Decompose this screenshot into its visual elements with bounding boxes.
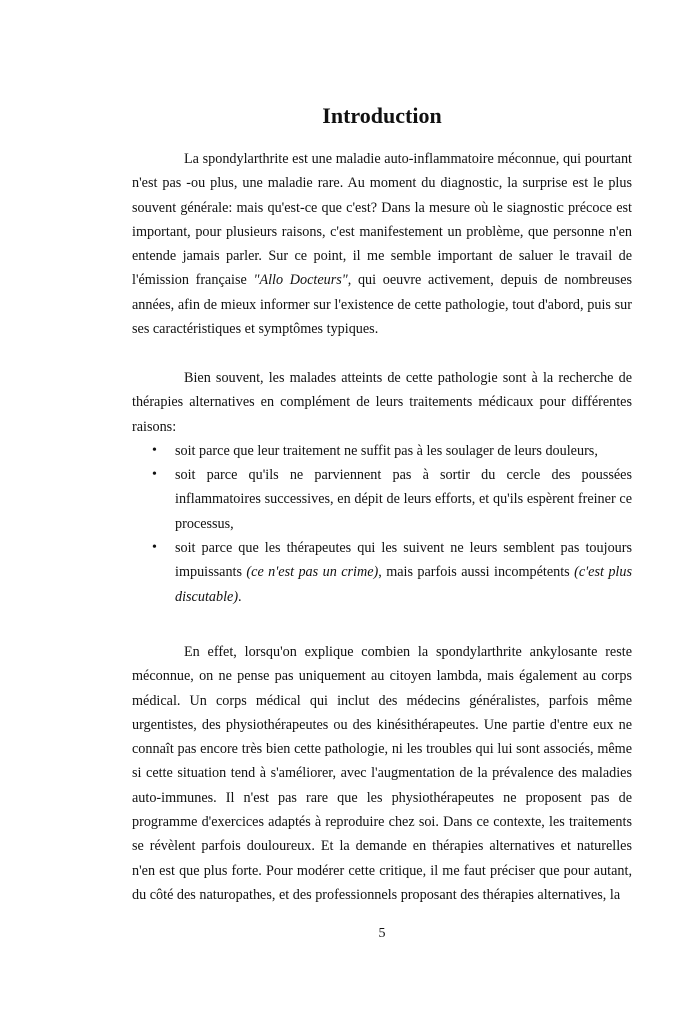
- list-item-emphasis-a: (ce n'est pas un crime): [246, 564, 379, 581]
- list-item: [132, 463, 632, 536]
- paragraph-2-intro: Bien souvent, les malades atteints de cette pathologie sont à la recherche de thérapies alternatives en complément de leurs traitements médicaux pour différentes raisons:: [132, 370, 632, 435]
- page-number: 5: [378, 926, 386, 941]
- paragraph-2: [132, 366, 632, 609]
- list-item: [132, 536, 632, 609]
- list-item-text: soit parce qu'ils ne parviennent pas à sortir du cercle des poussées inflammatoires successives, en dépit de leurs efforts, et qu'ils espèrent freiner ce processus,: [175, 467, 632, 532]
- list-item-text: soit parce que leur traitement ne suffit pas à les soulager de leurs douleurs,: [175, 442, 598, 459]
- paragraph-1-emphasis: "Allo Docteurs": [253, 272, 348, 289]
- bullet-icon: •: [152, 442, 157, 458]
- paragraph-3: [132, 640, 632, 907]
- paragraph-3-text: En effet, lorsqu'on explique combien la spondylarthrite ankylosante reste méconnue, on ne pense pas uniquement au citoyen lambda, mais également au corps médical. Un corps médical qui inclut des médecins généralistes, parfois même urgentistes, des physiothérapeutes ou des kinésithérapeutes. Une partie d'entre eux ne connaît pas encore très bien cette pathologie, ni les troubles qui lui sont associés, même si cette situation tend à s'améliorer, avec l'augmentation de la prévalence des maladies auto-immunes. Il n'est pas rare que les physiothérapeutes ne proposent pas de programme d'exercices adaptés à reproduire chez soi. Dans ce contexte, les traitements se révèlent parfois douloureux. Et la demande en thérapies alternatives et naturelles n'en est que plus forte. Pour modérer cette critique, il me faut préciser que pour autant, du côté des naturopathes, et des professionnels proposant des thérapies alternatives, la: [132, 644, 632, 903]
- list-item-text-a: soit parce que les thérapeutes qui les suivent ne leurs semblent pas toujours impuissants: [175, 540, 632, 581]
- paragraph-1-text-b: , qui oeuvre activement, depuis de nombreuses années, afin de mieux informer sur l'existence de cette pathologie, tout d'abord, puis sur ses caractéristiques et symptômes typiques.: [132, 272, 633, 338]
- paragraph-1-text: [132, 147, 632, 341]
- paragraph-1-text-a: La spondylarthrite est une maladie auto-inflammatoire méconnue, qui pourtant n'est pas -ou plus, une maladie rare. Au moment du diagnostic, la surprise est le plus souvent générale: mais qu'est-ce que c'est? Dans la mesure où le siagnostic précoce est important, pour plusieurs raisons, c'est manifestement un problème, que personne n'en entende jamais parler. Sur ce point, il me semble important de saluer le travail de l'émission française: [132, 151, 632, 289]
- paragraph-1: [132, 147, 632, 341]
- list-item-emphasis-b: (c'est plus discutable): [175, 564, 632, 605]
- list-item-text-c: .: [238, 588, 242, 605]
- page-title: Introduction: [322, 102, 442, 128]
- list-item: [132, 439, 632, 463]
- bullet-icon: •: [152, 467, 157, 483]
- list-item-text-b: , mais parfois aussi incompétents: [378, 564, 575, 581]
- reasons-list: [132, 439, 632, 609]
- bullet-icon: •: [152, 540, 157, 556]
